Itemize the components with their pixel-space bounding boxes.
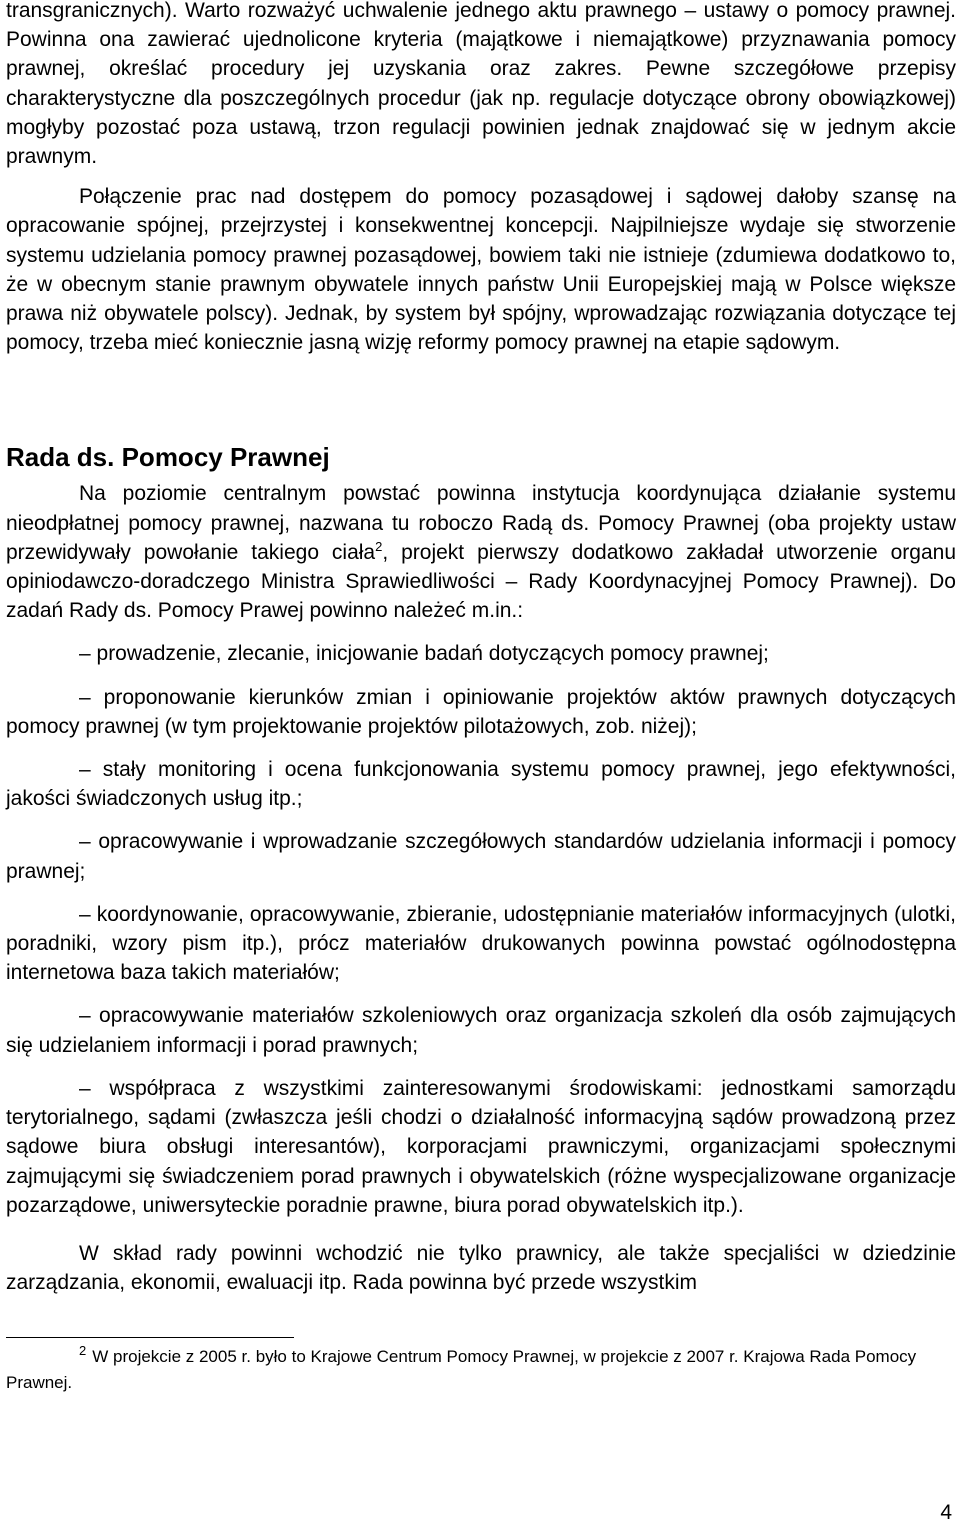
task-list-item: – stały monitoring i ocena funkcjonowania systemu pomocy prawnej, jego efektywności, jakości świadczonych usług itp.;: [6, 758, 956, 811]
task-list-item: – koordynowanie, opracowywanie, zbieranie, udostępnianie materiałów informacyjnych (ulotki, poradniki, wzory pism itp.), prócz materiałów drukowanych powinna powstać ogólnodostępna internetowa baza takich materiałów;: [6, 902, 956, 985]
task-list-item: – współpraca z wszystkimi zainteresowanymi środowiskami: jednostkami samorządu terytorialnego, sądami (zwłaszcza jeśli chodzi o działalność informacyjną sądów prowadzoną przez sądowe biura obsługi interesantów), korporacjami prawniczymi, organizacjami społecznymi zajmującymi się świadczeniem porad prawnych i obywatelskich (różne wyspecjalizowane organizacje pozarządowe, uniwersyteckie poradnie prawne, biura porad obywatelskich itp.).: [6, 1076, 956, 1217]
task-list-item: – opracowywanie i wprowadzanie szczegółowych standardów udzielania informacji i pomocy prawnej;: [6, 830, 956, 883]
footnote-separator: [6, 1337, 294, 1338]
task-list-item: – prowadzenie, zlecanie, inicjowanie badań dotyczących pomocy prawnej;: [79, 642, 769, 666]
footnote: [6, 1344, 956, 1396]
footnote-text: W projekcie z 2005 r. było to Krajowe Centrum Pomocy Prawnej, w projekcie z 2007 r. Krajowa Rada Pomocy Prawnej.: [6, 1347, 917, 1393]
task-list-item: – proponowanie kierunków zmian i opiniowanie projektów aktów prawnych dotyczących pomocy prawnej (w tym projektowanie projektów pilotażowych, zob. niżej);: [6, 685, 956, 738]
section-heading: Rada ds. Pomocy Prawnej: [6, 442, 330, 473]
section-intro-text: Na poziomie centralnym powstać powinna instytucja koordynująca działanie systemu nieodpłatnej pomocy prawnej, nazwana tu roboczo Radą ds. Pomocy Prawnej (oba projekty ustaw przewidywały powołanie takiego ciała: [6, 482, 956, 564]
paragraph-continuation: transgranicznych). Warto rozważyć uchwalenie jednego aktu prawnego – ustawy o pomocy prawnej. Powinna ona zawierać ujednolicone kryteria (majątkowe i niemajątkowe) przyznawania pomocy prawnej, określać procedury jej uzyskania oraz zakres. Pewne szczegółowe przepisy charakterystyczne dla poszczególnych procedur (jak np. regulacje dotyczące obrony obowiązkowej) mogłyby pozostać poza ustawą, trzon regulacji powinien jednak znajdować się w jednym akcie prawnym.: [6, 0, 956, 169]
footnote-number: 2: [79, 1343, 87, 1359]
paragraph-access-to-legal-aid: Połączenie prac nad dostępem do pomocy pozasądowej i sądowej dałoby szansę na opracowanie spójnej, przejrzystej i konsekwentnej koncepcji. Najpilniejsze wydaje się stworzenie systemu udzielania pomocy prawnej pozasądowej, bowiem taki nie istnieje (zdumiewa dodatkowo to, że w obecnym stanie prawnym obywatele innych państw Unii Europejskiej mają w Polsce większe prawa niż obywatele polscy). Jednak, by system był spójny, wprowadzając rozwiązania dotyczące tej pomocy, trzeba mieć koniecznie jasną wizję reformy pomocy prawnej na etapie sądowym.: [6, 185, 956, 355]
document-page: [6, 0, 956, 1396]
section-intro-paragraph: [6, 479, 956, 625]
section-intro-text-continued: , projekt pierwszy dodatkowo zakładał utworzenie organu opiniodawczo-doradczego Ministra Sprawiedliwości – Rady Koordynacyjnej Pomocy Prawnej). Do zadań Rady ds. Pomocy Prawej powinno należeć m.in.:: [6, 540, 957, 623]
task-list-item: – opracowywanie materiałów szkoleniowych oraz organizacja szkoleń dla osób zajmujących się udzielaniem informacji i porad prawnych;: [6, 1004, 956, 1057]
page-number: 4: [940, 1501, 952, 1524]
footnote-reference: 2: [375, 538, 383, 554]
closing-paragraph: W skład rady powinni wchodzić nie tylko prawnicy, ale także specjaliści w dziedzinie zarządzania, ekonomii, ewaluacji itp. Rada powinna być przede wszystkim: [6, 1241, 956, 1295]
